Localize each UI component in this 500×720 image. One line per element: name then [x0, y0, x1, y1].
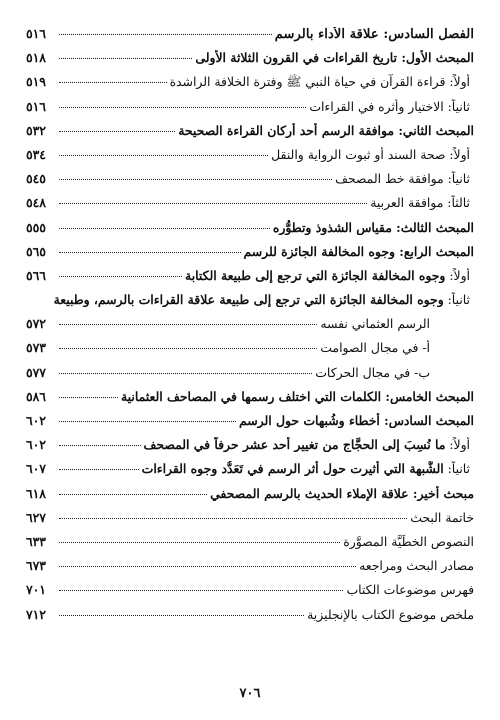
toc-entry-page: ٥٤٨ [26, 195, 46, 211]
toc-entry [26, 220, 474, 244]
toc-entry [26, 510, 474, 534]
toc-entry-title [410, 510, 474, 525]
toc-entry-text: صحة السند أو ثبوت الرواية والنقل [271, 146, 446, 162]
toc-entry [26, 607, 474, 631]
toc-entry-page: ٦٠٢ [26, 437, 46, 453]
toc-entry-title [335, 171, 470, 186]
toc-entry-lead: المبحث الرابع: [394, 243, 474, 259]
toc-entry-text: ملخص موضوع الكتاب بالإنجليزية [307, 606, 474, 622]
toc-entry-title [170, 74, 470, 93]
toc-entry-text: مصادر البحث ومراجعه [359, 558, 474, 574]
toc-entry [26, 413, 474, 437]
toc-entry-text: فهرس موضوعات الكتاب [346, 582, 474, 598]
leader-dots [59, 252, 241, 253]
leader-dots [59, 373, 312, 374]
toc-entry [26, 389, 474, 413]
leader-dots [59, 324, 317, 325]
leader-dots [59, 469, 139, 470]
toc-entry-page: ٥٦٦ [26, 267, 46, 283]
toc-entry-lead: أولاً: [445, 267, 470, 283]
toc-entry-lead: ثانياً: [443, 98, 470, 114]
toc-entry [26, 340, 474, 364]
toc-entry-lead: مبحث أخير: [408, 485, 474, 501]
toc-entry-title [54, 292, 470, 307]
toc-entry-title [359, 558, 474, 573]
toc-entry-page: ٥٥٥ [26, 219, 46, 235]
toc-entry-lead: ثانياً: [443, 461, 470, 477]
leader-dots [59, 590, 343, 591]
toc-entry-lead: ثالثاً: [443, 195, 470, 211]
toc-entry-page: ٦١٨ [26, 485, 46, 501]
toc-entry-text: أ- في مجال الصوامت [320, 340, 430, 356]
leader-dots [59, 155, 268, 156]
toc-entry-title [142, 461, 470, 476]
toc-entry-page: ٥٤٥ [26, 171, 46, 187]
toc-entry-text: وجوه المخالفة الجائزة للرسم [243, 243, 395, 259]
toc-entry-text: تاريخ القراءات في القرون الثلاثة الأولى [195, 50, 398, 66]
toc-entry-page: ٥٨٦ [26, 388, 46, 404]
toc-entry-title [239, 413, 474, 428]
toc-entry-page: ٥١٩ [26, 74, 46, 90]
leader-dots [59, 34, 272, 35]
page-number: ٧٠٦ [239, 686, 261, 701]
toc-entry [26, 437, 474, 461]
toc-entry-page: ٥٧٣ [26, 340, 46, 356]
toc-entry-page: ٥٦٥ [26, 243, 46, 259]
leader-dots [59, 131, 175, 132]
toc-entry-page: ٥١٨ [26, 50, 46, 66]
toc-entry [26, 171, 474, 195]
toc-entry-page: ٥٣٢ [26, 122, 46, 138]
leader-dots [59, 494, 207, 495]
toc-entry-text: ب- في مجال الحركات [315, 364, 430, 380]
toc-entry-text: ما نُسِبَ إلى الحجَّاج من تغيير أحد عشر حرفاً في المصحف [143, 437, 446, 453]
leader-dots [59, 615, 304, 616]
toc-entry-text: موافقة الرسم أحد أركان القراءة الصحيحة [178, 122, 394, 138]
toc-entry [26, 123, 474, 147]
toc-entry-text: الفصل السادس: علاقة الأداء بالرسم [274, 27, 474, 42]
toc-entry-title [370, 195, 470, 210]
leader-dots [59, 58, 192, 59]
toc-entry-title [320, 316, 430, 331]
toc-entry-text: علاقة الإملاء الحديث بالرسم المصحفي [210, 485, 409, 501]
toc-entry-text: وجوه المخالفة الجائزة التي ترجع إلى طبيعة الكتابة [185, 267, 446, 283]
toc-entry-page: ٥٧٧ [26, 364, 46, 380]
toc-entry [26, 534, 474, 558]
leader-dots [59, 348, 317, 349]
toc-entry [26, 50, 474, 74]
toc-entry-text: الاختيار وأثره في القراءات [309, 98, 444, 114]
leader-dots [59, 542, 340, 543]
leader-dots [59, 82, 167, 83]
toc-entry [26, 292, 474, 316]
toc-entry-title [210, 486, 474, 501]
toc-entry-text: موافقة خط المصحف [335, 171, 444, 187]
toc-entry-text: النصوص الخطِّيَّة المصوَّرة [343, 533, 474, 549]
toc-entry-title [346, 582, 474, 597]
leader-dots [59, 203, 367, 204]
toc-entry [26, 195, 474, 219]
toc-entry [26, 461, 474, 485]
toc-entry-page: ٧١٢ [26, 606, 46, 622]
toc-entry-title [343, 534, 474, 549]
toc-entry-page: ٦٠٧ [26, 461, 46, 477]
toc-entry-title [320, 340, 430, 355]
toc-entry [26, 147, 474, 171]
toc-entry-page: ٦٢٧ [26, 509, 46, 525]
toc-entry-title [144, 437, 470, 452]
toc-entry-title [185, 268, 470, 283]
toc-entry [26, 99, 474, 123]
leader-dots [59, 445, 141, 446]
toc-entry-text: مقياس الشذوذ وتطوُّره [272, 219, 392, 235]
toc-entry-lead: ثانياً: [443, 292, 470, 308]
toc-entry-text: الكلمات التي اختلف رسمها في المصاحف العثمانية [121, 388, 382, 404]
toc-entry-lead: أولاً: [445, 74, 470, 90]
leader-dots [59, 518, 407, 519]
toc-entry-page: ٦٧٣ [26, 558, 46, 574]
toc-entry [26, 365, 474, 389]
toc-entry-lead: أولاً: [445, 437, 470, 453]
toc-entry-lead: أولاً: [445, 146, 470, 162]
toc-entry [26, 582, 474, 606]
leader-dots [59, 107, 306, 108]
toc-entry-title [309, 99, 470, 114]
toc-entry-text: الرسم العثماني نفسه [320, 316, 430, 332]
toc-entry [26, 26, 474, 50]
toc-entry-lead: المبحث الأول: [397, 50, 474, 66]
leader-dots [59, 276, 182, 277]
toc-entry [26, 316, 474, 340]
toc-entry [26, 486, 474, 510]
toc-entry-page: ٦٠٢ [26, 413, 46, 428]
toc-entry [26, 74, 474, 98]
toc-entry-title [271, 147, 470, 162]
toc-entry-lead: المبحث السادس: [379, 413, 474, 428]
toc-entry-page: ٧٠١ [26, 582, 46, 598]
toc-entry-text: وجوه المخالفة الجائزة التي ترجع إلى طبيعة علاقة القراءات بالرسم، وطبيعة [53, 292, 444, 308]
toc-entry-title [273, 220, 474, 235]
toc-entry-text: خاتمة البحث [410, 509, 474, 525]
table-of-contents [26, 26, 474, 631]
toc-entry-page: ٥٧٢ [26, 316, 46, 332]
toc-entry-title [244, 244, 474, 259]
toc-entry-page: ٥١٦ [26, 98, 46, 114]
toc-entry-page: ٦٣٣ [26, 533, 46, 549]
leader-dots [59, 421, 236, 422]
toc-entry-text: موافقة العربية [370, 195, 444, 211]
toc-entry-title [275, 27, 474, 42]
leader-dots [59, 179, 332, 180]
toc-entry-title [307, 607, 474, 622]
toc-entry-title [315, 365, 430, 380]
toc-entry-page: ٥١٦ [26, 26, 46, 41]
toc-entry-lead: المبحث الثاني: [394, 122, 474, 138]
toc-entry-title [178, 123, 474, 138]
toc-entry-lead: المبحث الخامس: [381, 388, 474, 404]
toc-entry [26, 244, 474, 268]
leader-dots [59, 228, 270, 229]
toc-entry [26, 268, 474, 292]
toc-entry [26, 558, 474, 582]
toc-entry-title [121, 389, 474, 404]
toc-entry-lead: المبحث الثالث: [391, 219, 474, 235]
leader-dots [59, 566, 356, 567]
toc-entry-text: قراءة القرآن في حياة النبي ﷺ وفترة الخلافة الراشدة [169, 74, 446, 90]
toc-entry-text: الشُّبهة التي أُثيرت حول أثر الرسم في تَعَدُّد وجوه القراءات [141, 461, 444, 477]
leader-dots [59, 397, 118, 398]
toc-entry-lead: ثانياً: [443, 171, 470, 187]
toc-entry-title [195, 50, 474, 65]
toc-entry-page: ٥٣٤ [26, 146, 46, 162]
toc-entry-text: أخطاء وشُبهات حول الرسم [239, 413, 380, 428]
